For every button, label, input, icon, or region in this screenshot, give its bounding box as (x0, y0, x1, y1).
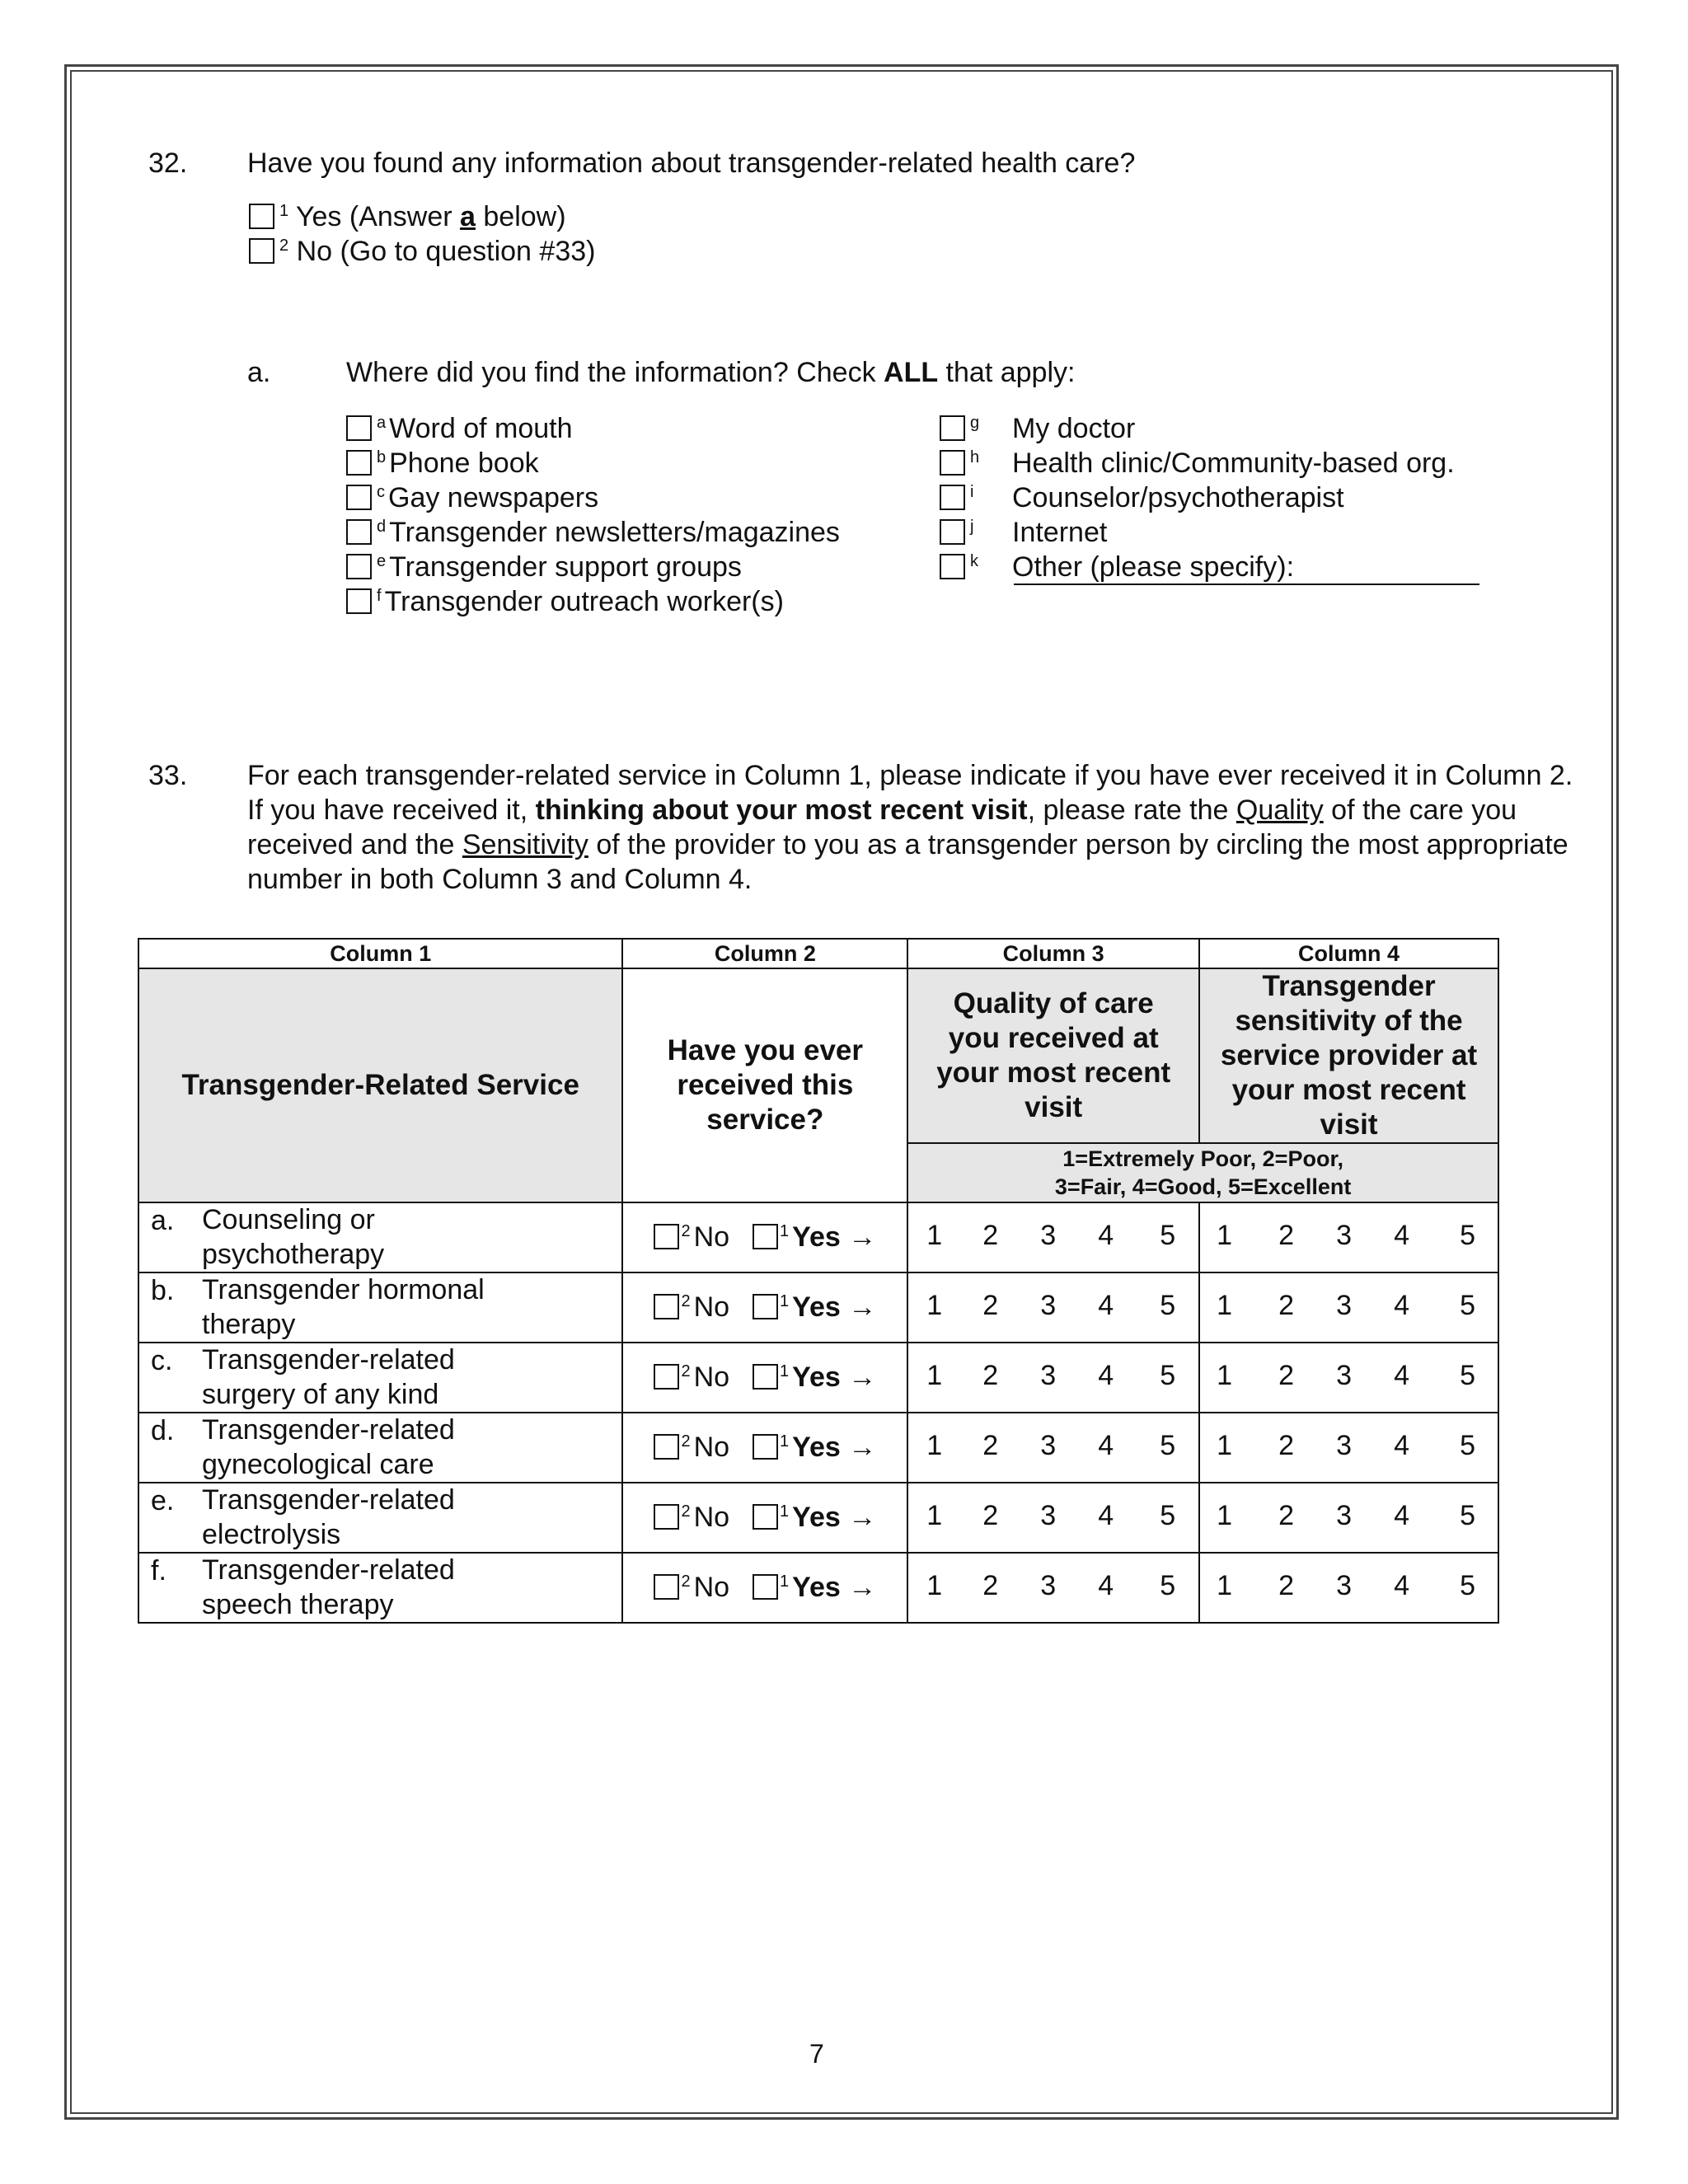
quality-rating-cell (907, 1343, 1199, 1413)
quality-rating-cell (907, 1483, 1199, 1553)
q33-line2-tail: of the care you (1323, 794, 1517, 826)
no-code: 2 (681, 1432, 691, 1451)
q33-line2-underline: Quality (1236, 794, 1324, 826)
q32a-question (346, 355, 1075, 390)
option-code: c (377, 483, 385, 501)
received-cell (622, 1202, 907, 1272)
no-code: 2 (681, 1292, 691, 1310)
quality-rating-cell (907, 1202, 1199, 1272)
yes-label: Yes (792, 1221, 841, 1253)
no-label: No (693, 1221, 730, 1253)
option-label-tail: below) (475, 201, 566, 232)
yes-label: Yes (792, 1361, 841, 1393)
option-code: 2 (279, 237, 289, 255)
rating-scale-key: 1=Extremely Poor, 2=Poor, 3=Fair, 4=Good, 5=Excellent (907, 1143, 1498, 1202)
yes-code: 1 (780, 1572, 790, 1591)
quality-rating-4[interactable]: 4 (1098, 1220, 1114, 1251)
arrow-right-icon: → (848, 1361, 877, 1393)
source-option[interactable] (940, 515, 1108, 554)
table-row (138, 1413, 1498, 1483)
q32-question: Have you found any information about transgender-related health care? (247, 148, 1136, 179)
option-label: No (Go to question #33) (296, 236, 596, 267)
yes-code: 1 (780, 1362, 790, 1380)
sensitivity-rating-5[interactable]: 5 (1460, 1220, 1476, 1251)
checkbox[interactable] (346, 588, 372, 614)
yes-checkbox[interactable] (753, 1294, 778, 1319)
q33-line2-text: If you have received it, (247, 794, 536, 826)
quality-rating-4[interactable]: 4 (1098, 1290, 1114, 1321)
no-checkbox[interactable] (654, 1504, 679, 1530)
checkbox[interactable] (346, 450, 372, 476)
checkbox[interactable] (940, 485, 965, 510)
option-code: j (970, 518, 974, 536)
quality-rating-5[interactable]: 5 (1160, 1500, 1176, 1531)
sensitivity-rating-5[interactable]: 5 (1460, 1500, 1476, 1531)
service-letter: d. (151, 1415, 175, 1446)
sensitivity-rating-4[interactable]: 4 (1394, 1220, 1410, 1251)
option-label: Other (please specify): (1012, 551, 1295, 583)
q33-line3-tail: of the provider to you as a transgender person by circling the most appropriate (588, 829, 1568, 860)
sensitivity-rating-5[interactable]: 5 (1460, 1570, 1476, 1601)
no-label: No (693, 1432, 730, 1463)
quality-rating-5[interactable]: 5 (1160, 1570, 1176, 1601)
other-specify-field[interactable] (1014, 583, 1479, 585)
yes-label: Yes (792, 1572, 841, 1603)
option-code: e (377, 552, 387, 570)
sensitivity-rating-5[interactable]: 5 (1460, 1290, 1476, 1321)
header-row (138, 968, 1498, 1143)
quality-header: Quality of care you received at your most recent visit (907, 968, 1199, 1143)
service-letter: b. (151, 1275, 175, 1306)
yes-checkbox[interactable] (753, 1434, 778, 1460)
q33-line2-mid: , please rate the (1027, 794, 1236, 826)
sensitivity-rating-4[interactable]: 4 (1394, 1430, 1410, 1461)
no-code: 2 (681, 1572, 691, 1591)
sensitivity-rating-1[interactable]: 1 (1217, 1430, 1233, 1461)
service-cell (138, 1553, 622, 1623)
option-code: a (377, 414, 387, 432)
service-letter: f. (151, 1555, 166, 1586)
sensitivity-header: Transgender sensitivity of the service provider at your most recent visit (1199, 968, 1498, 1143)
no-checkbox[interactable] (654, 1224, 679, 1249)
q33-line3 (247, 827, 1568, 862)
sensitivity-rating-3[interactable]: 3 (1336, 1430, 1353, 1461)
source-option[interactable] (346, 550, 742, 588)
column-4-label: Column 4 (1199, 939, 1498, 968)
no-label: No (693, 1291, 730, 1323)
service-letter: a. (151, 1205, 175, 1236)
service-letter: e. (151, 1485, 175, 1516)
received-header: Have you ever received this service? (622, 968, 907, 1202)
checkbox[interactable] (346, 485, 372, 510)
no-label: No (693, 1502, 730, 1533)
service-header: Transgender-Related Service (138, 968, 622, 1202)
option-code: k (970, 552, 978, 570)
option-label: Health clinic/Community-based org. (1012, 448, 1455, 479)
no-code: 2 (681, 1222, 691, 1240)
q32-number: 32. (148, 148, 188, 179)
service-cell (138, 1413, 622, 1483)
quality-rating-3[interactable]: 3 (1040, 1500, 1057, 1531)
page-number: 7 (809, 2039, 824, 2069)
sensitivity-rating-4[interactable]: 4 (1394, 1290, 1410, 1321)
option-label: Internet (1012, 517, 1108, 548)
quality-rating-3[interactable]: 3 (1040, 1570, 1057, 1601)
sensitivity-rating-3[interactable]: 3 (1336, 1290, 1353, 1321)
no-checkbox[interactable] (654, 1364, 679, 1390)
table-row (138, 1343, 1498, 1413)
q32-option-yes[interactable] (249, 199, 566, 238)
option-label: Phone book (389, 448, 539, 479)
sensitivity-rating-1[interactable]: 1 (1217, 1220, 1233, 1251)
sensitivity-rating-5[interactable]: 5 (1460, 1430, 1476, 1461)
column-3-label: Column 3 (907, 939, 1199, 968)
sensitivity-rating-1[interactable]: 1 (1217, 1360, 1233, 1391)
source-option[interactable] (940, 550, 1295, 588)
quality-rating-1[interactable]: 1 (926, 1430, 943, 1461)
service-cell (138, 1343, 622, 1413)
received-cell (622, 1413, 907, 1483)
option-code: b (377, 448, 387, 466)
q33-line3-underline: Sensitivity (462, 829, 588, 860)
checkbox[interactable] (940, 450, 965, 476)
yes-label: Yes (792, 1432, 841, 1463)
q33-line1: For each transgender-related service in Column 1, please indicate if you have ever received it in Column 2. (247, 760, 1573, 791)
quality-rating-2[interactable]: 2 (982, 1570, 999, 1601)
quality-rating-cell (907, 1413, 1199, 1483)
column-1-label: Column 1 (138, 939, 622, 968)
sensitivity-rating-2[interactable]: 2 (1278, 1290, 1295, 1321)
table-row (138, 1272, 1498, 1343)
source-option[interactable] (940, 446, 1455, 485)
quality-rating-2[interactable]: 2 (982, 1290, 999, 1321)
service-name: Transgender-related electrolysis (202, 1484, 455, 1550)
sensitivity-rating-cell (1199, 1272, 1498, 1343)
service-name: Transgender-related gynecological care (202, 1414, 455, 1480)
option-label: Gay newspapers (388, 482, 599, 513)
quality-rating-1[interactable]: 1 (926, 1360, 943, 1391)
service-cell (138, 1272, 622, 1343)
q32a-question-bold: ALL (884, 357, 939, 388)
table-row (138, 1202, 1498, 1272)
option-label-emphasis: a (460, 201, 476, 232)
no-label: No (693, 1572, 730, 1603)
q32a-question-tail: that apply: (938, 357, 1076, 388)
arrow-right-icon: → (848, 1432, 877, 1463)
sensitivity-rating-5[interactable]: 5 (1460, 1360, 1476, 1391)
option-label: Yes (Answer (295, 201, 461, 232)
sensitivity-rating-2[interactable]: 2 (1278, 1430, 1295, 1461)
yes-code: 1 (780, 1432, 790, 1451)
sensitivity-rating-3[interactable]: 3 (1336, 1360, 1353, 1391)
option-code: 1 (279, 202, 289, 220)
arrow-right-icon: → (848, 1291, 877, 1323)
quality-rating-3[interactable]: 3 (1040, 1290, 1057, 1321)
yes-checkbox[interactable] (753, 1504, 778, 1530)
option-label: Transgender support groups (389, 551, 742, 583)
quality-rating-4[interactable]: 4 (1098, 1430, 1114, 1461)
service-name: Transgender hormonal therapy (202, 1274, 485, 1340)
quality-rating-4[interactable]: 4 (1098, 1500, 1114, 1531)
quality-rating-1[interactable]: 1 (926, 1570, 943, 1601)
sensitivity-rating-cell (1199, 1413, 1498, 1483)
quality-rating-cell (907, 1272, 1199, 1343)
quality-rating-4[interactable]: 4 (1098, 1570, 1114, 1601)
quality-rating-2[interactable]: 2 (982, 1220, 999, 1251)
yes-checkbox[interactable] (753, 1364, 778, 1390)
source-option[interactable] (346, 480, 598, 519)
sensitivity-rating-2[interactable]: 2 (1278, 1570, 1295, 1601)
yes-code: 1 (780, 1222, 790, 1240)
option-code: i (970, 483, 974, 501)
q32-option-no[interactable] (249, 234, 595, 273)
sensitivity-rating-2[interactable]: 2 (1278, 1500, 1295, 1531)
quality-rating-1[interactable]: 1 (926, 1220, 943, 1251)
quality-rating-5[interactable]: 5 (1160, 1220, 1176, 1251)
option-code: g (970, 414, 980, 432)
sensitivity-rating-1[interactable]: 1 (1217, 1290, 1233, 1321)
quality-rating-3[interactable]: 3 (1040, 1360, 1057, 1391)
option-code: f (377, 587, 382, 605)
option-label: Transgender outreach worker(s) (384, 586, 784, 617)
arrow-right-icon: → (848, 1221, 877, 1253)
table-row (138, 1483, 1498, 1553)
quality-rating-3[interactable]: 3 (1040, 1430, 1057, 1461)
checkbox[interactable] (346, 554, 372, 579)
source-option[interactable] (346, 446, 539, 485)
column-2-label: Column 2 (622, 939, 907, 968)
column-label-row (138, 939, 1498, 968)
sensitivity-rating-4[interactable]: 4 (1394, 1570, 1410, 1601)
no-code: 2 (681, 1362, 691, 1380)
q33-line2-bold: thinking about your most recent visit (535, 794, 1028, 826)
yes-checkbox[interactable] (753, 1574, 778, 1600)
table-row (138, 1553, 1498, 1623)
option-code: d (377, 518, 387, 536)
sensitivity-rating-cell (1199, 1483, 1498, 1553)
checkbox[interactable] (940, 415, 965, 441)
received-cell (622, 1272, 907, 1343)
quality-rating-2[interactable]: 2 (982, 1500, 999, 1531)
q33-line4: number in both Column 3 and Column 4. (247, 864, 753, 895)
sensitivity-rating-2[interactable]: 2 (1278, 1220, 1295, 1251)
source-option[interactable] (346, 584, 784, 623)
option-label: My doctor (1012, 413, 1136, 444)
sensitivity-rating-cell (1199, 1202, 1498, 1272)
yes-label: Yes (792, 1291, 841, 1323)
yes-code: 1 (780, 1292, 790, 1310)
source-option[interactable] (346, 411, 573, 450)
quality-rating-4[interactable]: 4 (1098, 1360, 1114, 1391)
source-option[interactable] (940, 480, 1344, 519)
quality-rating-3[interactable]: 3 (1040, 1220, 1057, 1251)
quality-rating-5[interactable]: 5 (1160, 1360, 1176, 1391)
yes-checkbox[interactable] (753, 1224, 778, 1249)
sensitivity-rating-4[interactable]: 4 (1394, 1360, 1410, 1391)
no-label: No (693, 1361, 730, 1393)
checkbox[interactable] (346, 415, 372, 441)
no-code: 2 (681, 1502, 691, 1521)
option-code: h (970, 448, 980, 466)
q33-line2 (247, 793, 1517, 827)
received-cell (622, 1483, 907, 1553)
checkbox[interactable] (249, 238, 274, 264)
quality-rating-2[interactable]: 2 (982, 1360, 999, 1391)
quality-rating-5[interactable]: 5 (1160, 1290, 1176, 1321)
service-cell (138, 1483, 622, 1553)
quality-rating-1[interactable]: 1 (926, 1290, 943, 1321)
yes-code: 1 (780, 1502, 790, 1521)
sensitivity-rating-3[interactable]: 3 (1336, 1220, 1353, 1251)
no-checkbox[interactable] (654, 1434, 679, 1460)
sensitivity-rating-cell (1199, 1343, 1498, 1413)
option-label: Transgender newsletters/magazines (389, 517, 840, 548)
quality-rating-1[interactable]: 1 (926, 1500, 943, 1531)
no-checkbox[interactable] (654, 1294, 679, 1319)
checkbox[interactable] (940, 519, 965, 545)
q33-number: 33. (148, 760, 188, 791)
q32a-letter: a. (247, 357, 271, 388)
arrow-right-icon: → (848, 1572, 877, 1603)
q32a-question-text: Where did you find the information? Check (346, 357, 884, 388)
received-cell (622, 1343, 907, 1413)
service-cell (138, 1202, 622, 1272)
services-table (138, 938, 1499, 1624)
source-option[interactable] (940, 411, 1136, 450)
received-cell (622, 1553, 907, 1623)
no-checkbox[interactable] (654, 1574, 679, 1600)
option-label: Word of mouth (389, 413, 573, 444)
quality-rating-cell (907, 1553, 1199, 1623)
checkbox[interactable] (346, 519, 372, 545)
checkbox[interactable] (940, 554, 965, 579)
sensitivity-rating-2[interactable]: 2 (1278, 1360, 1295, 1391)
sensitivity-rating-1[interactable]: 1 (1217, 1570, 1233, 1601)
quality-rating-2[interactable]: 2 (982, 1430, 999, 1461)
service-name: Transgender-related speech therapy (202, 1554, 455, 1620)
source-option[interactable] (346, 515, 840, 554)
q33-line3-text: received and the (247, 829, 462, 860)
sensitivity-rating-1[interactable]: 1 (1217, 1500, 1233, 1531)
service-name: Counseling or psychotherapy (202, 1204, 385, 1270)
arrow-right-icon: → (848, 1502, 877, 1533)
sensitivity-rating-3[interactable]: 3 (1336, 1500, 1353, 1531)
sensitivity-rating-4[interactable]: 4 (1394, 1500, 1410, 1531)
checkbox[interactable] (249, 204, 274, 229)
option-label: Counselor/psychotherapist (1012, 482, 1344, 513)
yes-label: Yes (792, 1502, 841, 1533)
service-name: Transgender-related surgery of any kind (202, 1344, 455, 1410)
sensitivity-rating-3[interactable]: 3 (1336, 1570, 1353, 1601)
sensitivity-rating-cell (1199, 1553, 1498, 1623)
service-letter: c. (151, 1345, 173, 1376)
quality-rating-5[interactable]: 5 (1160, 1430, 1176, 1461)
